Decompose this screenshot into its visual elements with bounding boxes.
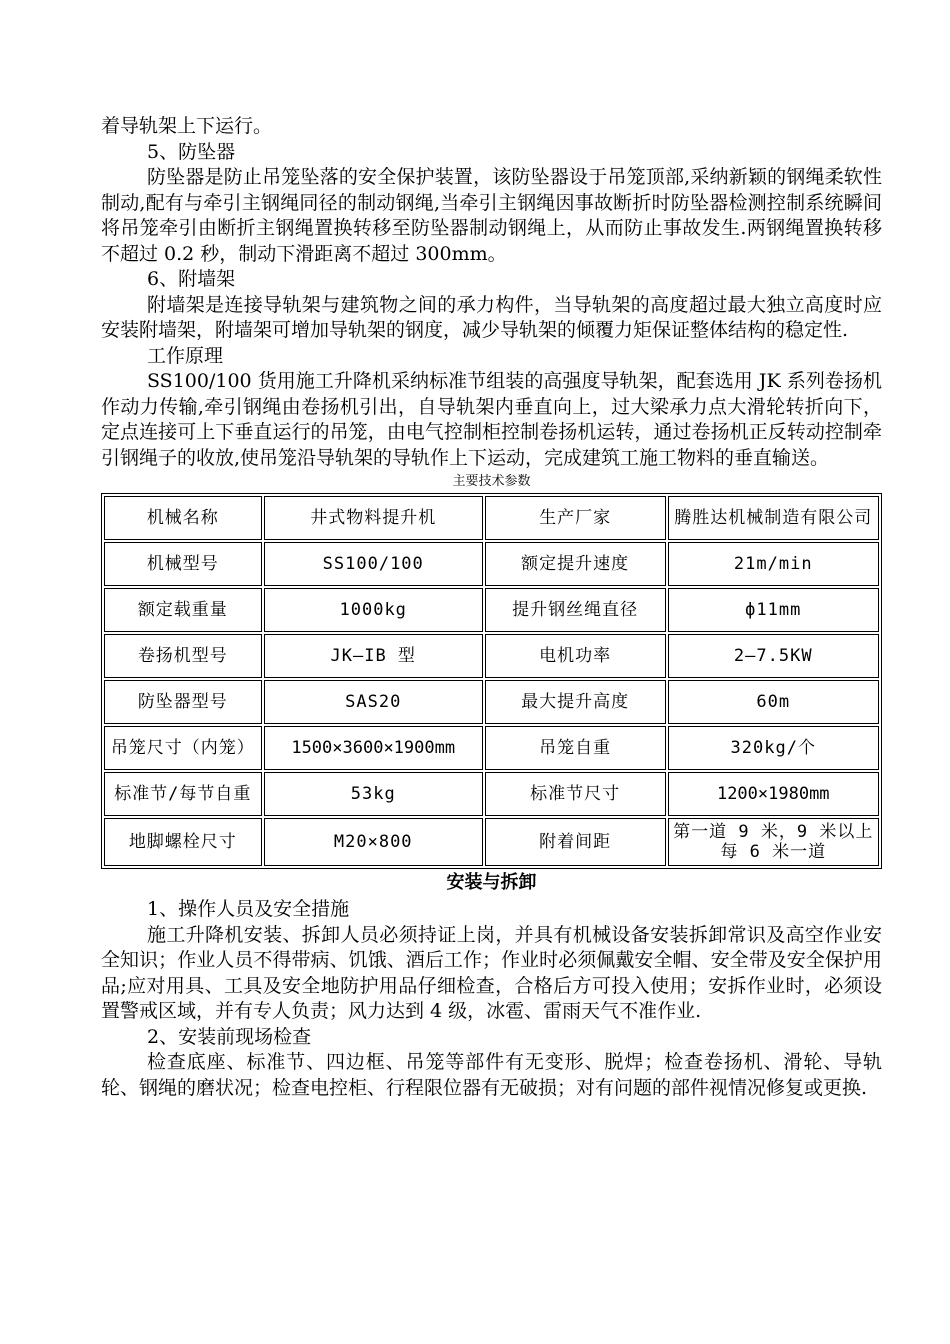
table-cell: 21m/min xyxy=(668,542,880,586)
table-cell: 最大提升高度 xyxy=(485,680,666,724)
heading-wall-bracket: 6、附墙架 xyxy=(147,268,236,290)
paragraph-anti-fall: 防坠器是防止吊笼坠落的安全保护装置，该防坠器设于吊笼顶部,采纳新颖的钢绳柔软性制动,配有与牵引主钢绳同径的制动钢绳,当牵引主钢绳因事故断折时防坠器检测控制系统瞬间将吊笼牵引由断折主钢绳置换转移至防坠器制动钢绳上，从而防止事故发生.两钢绳置换转移不超过 0.2 秒，制动下滑距离不超过 300mm。 xyxy=(101,166,882,265)
table-cell: 1500×3600×1900mm xyxy=(264,726,483,770)
table-row xyxy=(104,496,879,540)
paragraph-site-check: 检查底座、标准节、四边框、吊笼等部件有无变形、脱焊；检查卷扬机、滑轮、导轨轮、钢绳的磨状况；检查电控柜、行程限位器有无破损；对有问题的部件视情况修复或更换. xyxy=(101,1051,882,1099)
paragraph-continued: 着导轨架上下运行。 xyxy=(101,115,273,137)
table-row xyxy=(104,772,879,816)
table-row xyxy=(104,634,879,678)
table-cell: 机械名称 xyxy=(104,496,262,540)
table-cell: 2—7.5KW xyxy=(668,634,880,678)
table-cell: 标准节/每节自重 xyxy=(104,772,262,816)
paragraph-principle: SS100/100 货用施工升降机采纳标准节组装的高强度导轨架，配套选用 JK 系列卷扬机作动力传输,牵引钢绳由卷扬机引出，自导轨架内垂直向上，过大梁承力点大滑轮转折向下，定点连接可上下垂直运行的吊笼，由电气控制柜控制卷扬机运转，通过卷扬机正反转动控制牵引钢绳子的收放,使吊笼沿导轨架的导轨作上下运动，完成建筑工施工物料的垂直输送。 xyxy=(101,370,882,469)
heading-site-check: 2、安装前现场检查 xyxy=(147,1025,312,1048)
table-cell: ф11mm xyxy=(668,588,880,632)
table-cell: 吊笼自重 xyxy=(485,726,666,770)
table-cell: M20×800 xyxy=(264,818,483,866)
table-cell: 地脚螺栓尺寸 xyxy=(104,818,262,866)
table-cell: 机械型号 xyxy=(104,542,262,586)
table-cell: 生产厂家 xyxy=(485,496,666,540)
table-cell: 第一道 9 米，9 米以上每 6 米一道 xyxy=(668,818,880,866)
spec-table xyxy=(101,493,882,869)
table-cell: 53kg xyxy=(264,772,483,816)
table-cell: 防坠器型号 xyxy=(104,680,262,724)
table-row xyxy=(104,680,879,724)
table-caption: 主要技术参数 xyxy=(452,474,531,489)
paragraph-wall-bracket: 附墙架是连接导轨架与建筑物之间的承力构件，当导轨架的高度超过最大独立高度时应安装附墙架，附墙架可增加导轨架的钢度，减少导轨架的倾覆力矩保证整体结构的稳定性. xyxy=(101,293,882,341)
heading-principle: 工作原理 xyxy=(147,344,224,367)
heading-anti-fall: 5、防坠器 xyxy=(147,140,236,163)
table-cell: 附着间距 xyxy=(485,818,666,866)
document-page xyxy=(101,114,882,1101)
table-cell: SS100/100 xyxy=(264,542,483,586)
table-cell: 1200×1980mm xyxy=(668,772,880,816)
table-cell: 320kg/个 xyxy=(668,726,880,770)
table-cell: 1000kg xyxy=(264,588,483,632)
table-cell: 井式物料提升机 xyxy=(264,496,483,540)
table-row xyxy=(104,588,879,632)
table-row xyxy=(104,818,879,866)
section-title: 安装与拆卸 xyxy=(446,872,537,893)
table-cell: 标准节尺寸 xyxy=(485,772,666,816)
paragraph-personnel: 施工升降机安装、拆卸人员必须持证上岗，并具有机械设备安装拆卸常识及高空作业安全知识；作业人员不得带病、饥饿、酒后工作；作业时必须佩戴安全帽、安全带及安全保护用品;应对用具、工具及安全地防护用品仔细检查，合格后方可投入使用；安拆作业时，必须设置警戒区域，并有专人负责；风力达到 4 级，冰雹、雷雨天气不准作业. xyxy=(101,923,882,1022)
table-cell: SAS20 xyxy=(264,680,483,724)
table-cell: 提升钢丝绳直径 xyxy=(485,588,666,632)
heading-personnel: 1、操作人员及安全措施 xyxy=(147,898,350,920)
table-cell: 额定载重量 xyxy=(104,588,262,632)
table-cell: 电机功率 xyxy=(485,634,666,678)
table-cell: 腾胜达机械制造有限公司 xyxy=(668,496,880,540)
table-cell: 卷扬机型号 xyxy=(104,634,262,678)
table-row xyxy=(104,542,879,586)
table-row xyxy=(104,726,879,770)
table-cell: 额定提升速度 xyxy=(485,542,666,586)
table-cell: JK—IB 型 xyxy=(264,634,483,678)
table-cell: 60m xyxy=(668,680,880,724)
table-cell: 吊笼尺寸（内笼） xyxy=(104,726,262,770)
